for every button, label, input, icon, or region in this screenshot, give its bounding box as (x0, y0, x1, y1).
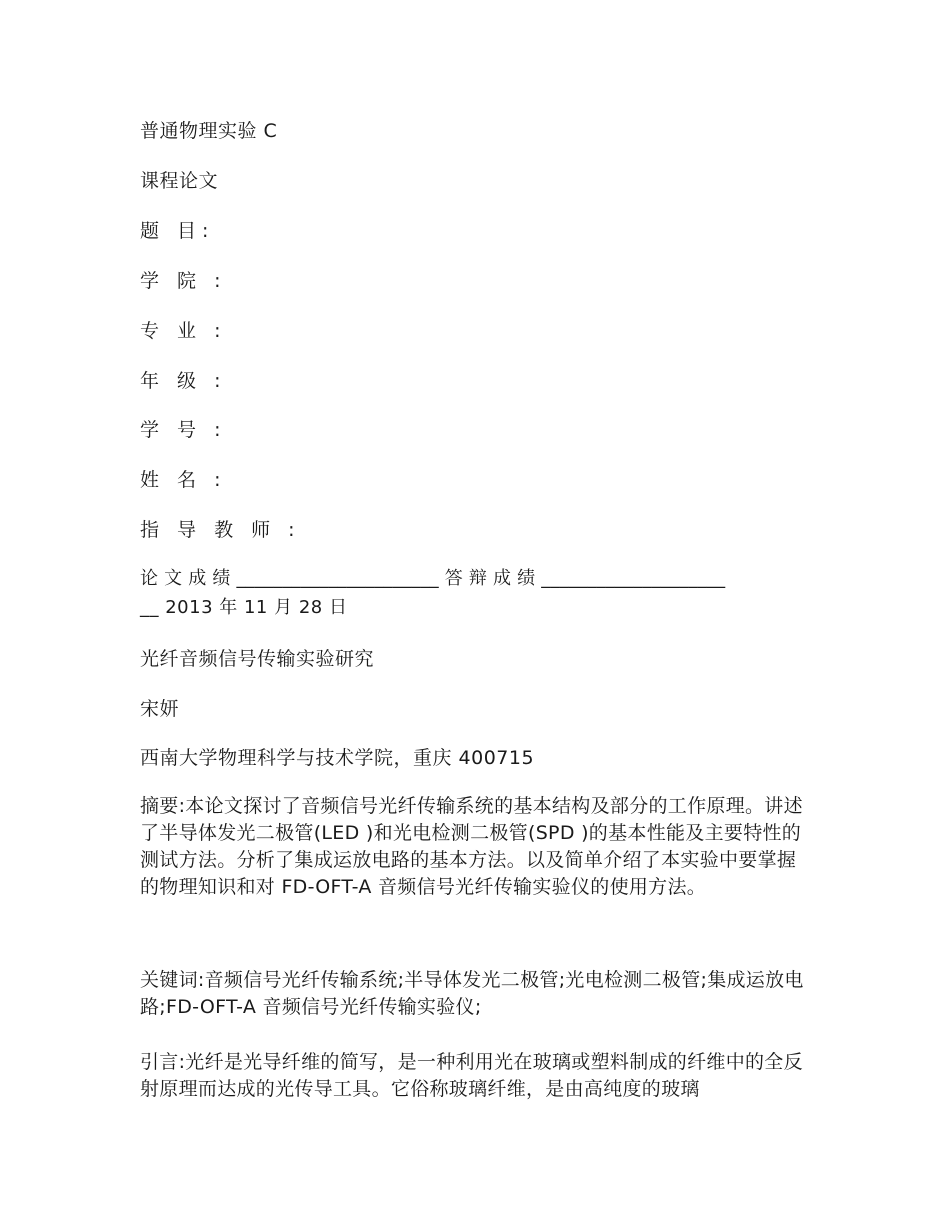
abstract-paragraph: 摘要:本论文探讨了音频信号光纤传输系统的基本结构及部分的工作原理。讲述了半导体发光二极管(LED )和光电检测二极管(SPD )的基本性能及主要特性的测试方法。分析了集成运放电路的基本方法。以及简单介绍了本实验中要掌握的物理知识和对 FD-OFT-A 音频信号光纤传输实验仪的使用方法。 (140, 795, 803, 898)
field-major: 专 业 : (140, 320, 227, 342)
keywords-paragraph: 关键词:音频信号光纤传输系统;半导体发光二极管;光电检测二极管;集成运放电路;FD-OFT-A 音频信号光纤传输实验仪; (140, 969, 804, 1018)
article-title: 光纤音频信号传输实验研究 (140, 648, 375, 670)
author-name: 宋妍 (140, 698, 180, 720)
field-name: 姓 名 : (140, 469, 227, 491)
course-name: 普通物理实验 C (140, 120, 278, 142)
field-student-id: 学 号 : (140, 419, 227, 441)
field-college: 学 院 : (140, 270, 227, 292)
field-title: 题 目: (140, 220, 215, 242)
document-page (140, 0, 810, 1230)
date-line: __ 2013 年 11 月 28 日 (140, 597, 348, 618)
field-advisor: 指 导 教 师 : (140, 519, 301, 541)
author-affiliation: 西南大学物理科学与技术学院，重庆 400715 (140, 747, 535, 769)
grades-line: 论 文 成 绩 ______________________ 答 辩 成 绩 ____________________ (140, 568, 726, 589)
introduction-paragraph: 引言:光纤是光导纤维的简写，是一种利用光在玻璃或塑料制成的纤维中的全反射原理而达成的光传导工具。它俗称玻璃纤维，是由高纯度的玻璃 (140, 1051, 803, 1100)
field-grade: 年 级 : (140, 370, 227, 392)
document-type: 课程论文 (140, 170, 219, 192)
